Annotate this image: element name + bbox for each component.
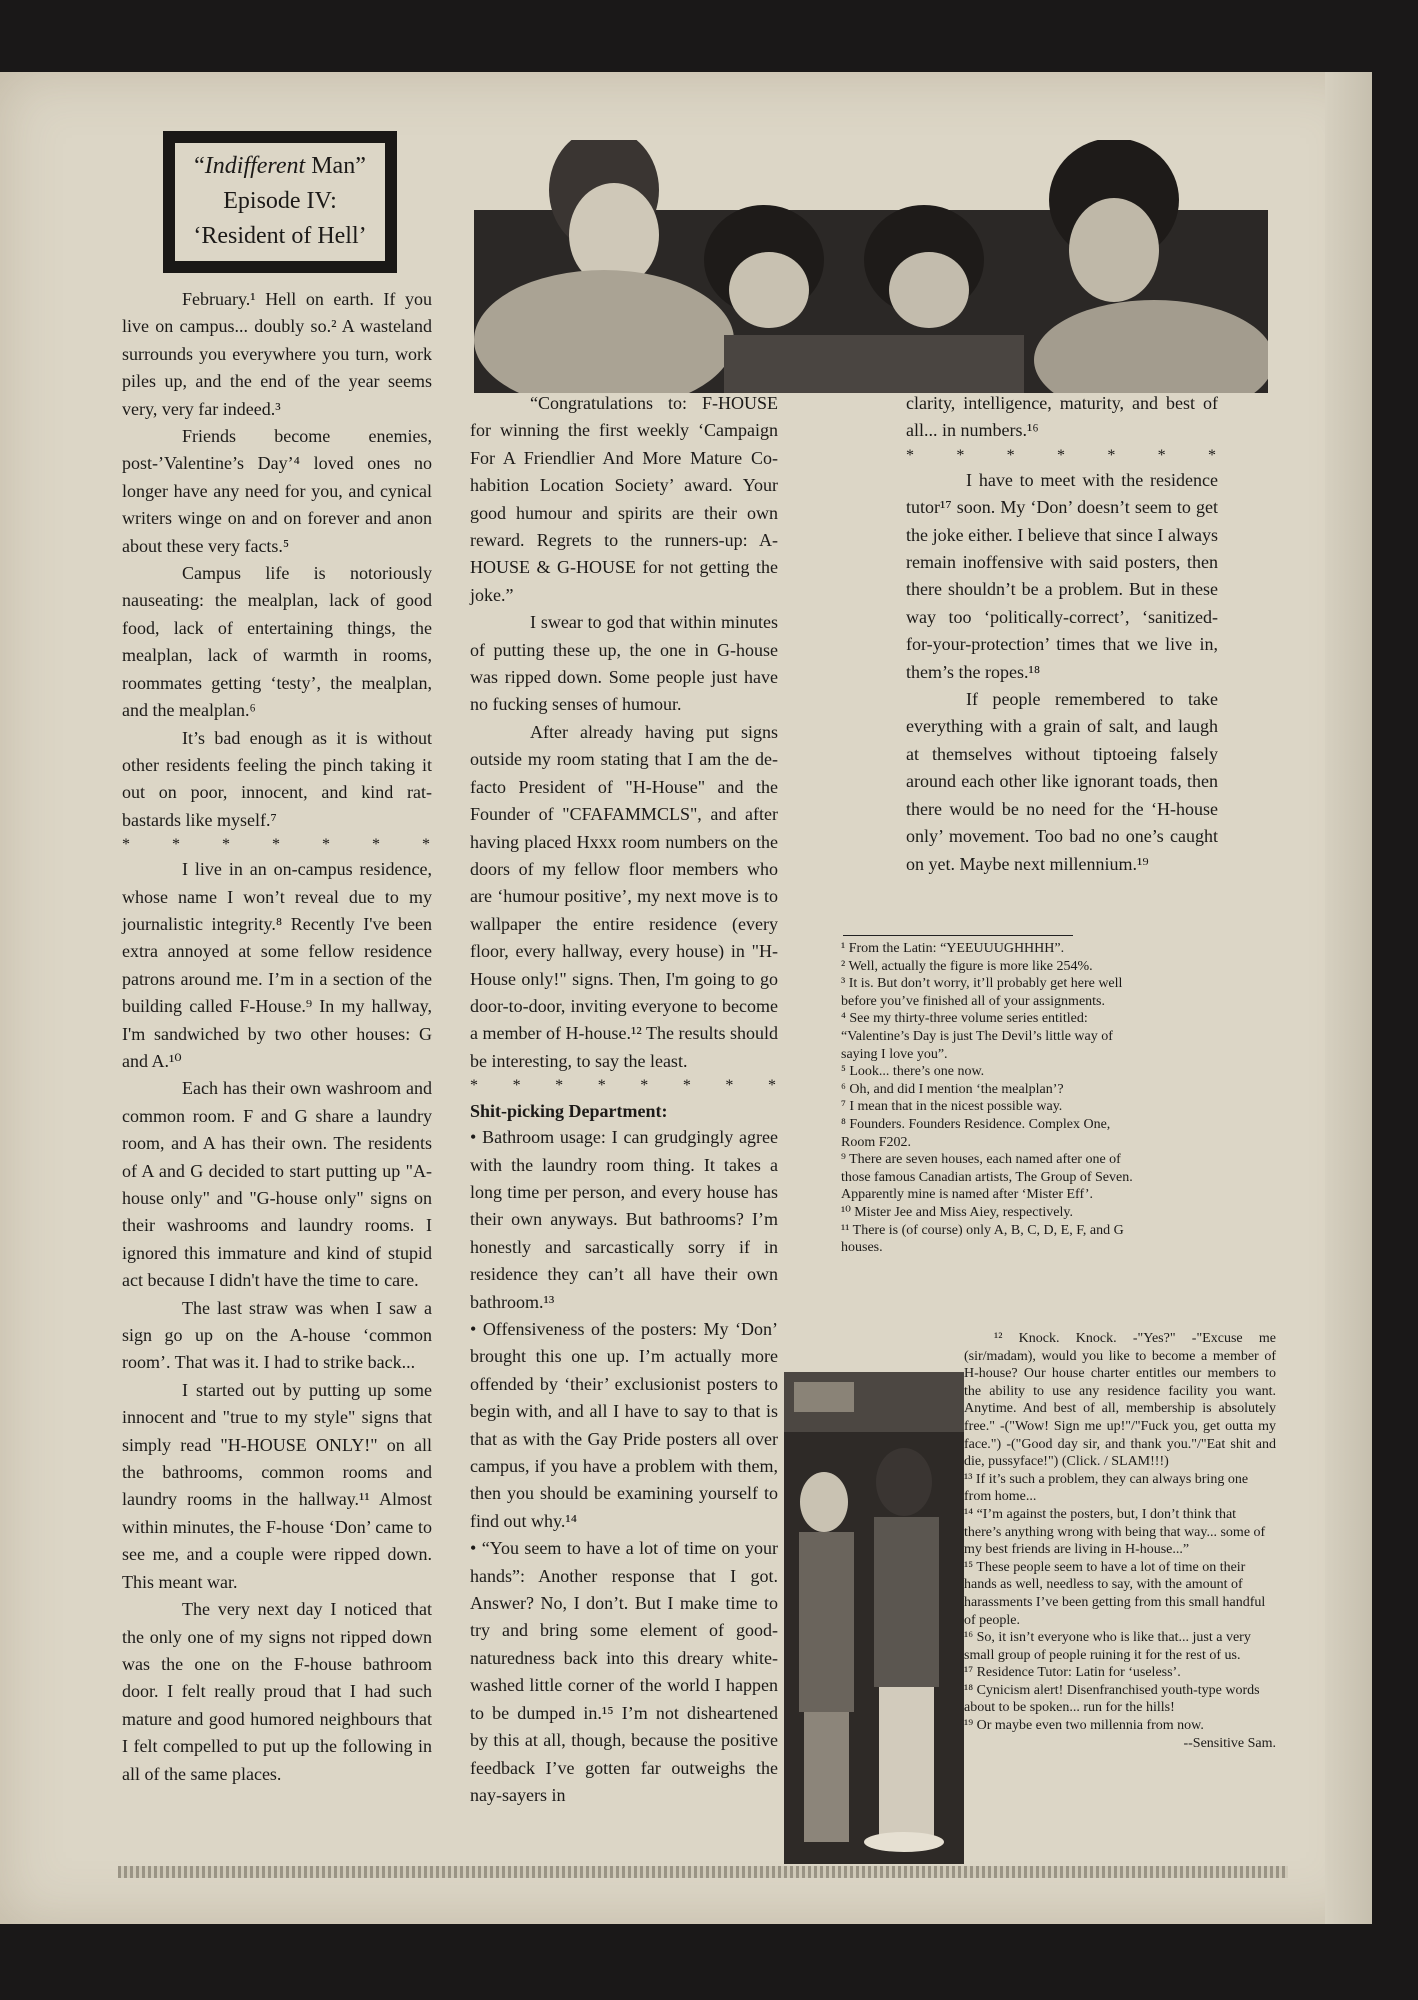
footnote: ⁶ Oh, and did I mention ‘the mealplan’? — [841, 1081, 1064, 1097]
page-gutter — [1325, 72, 1372, 1924]
group-photo — [474, 140, 1268, 393]
column-3 — [906, 390, 1218, 878]
col1-paragraph: The very next day I noticed that the only one of my signs not ripped down was the one on the F-house bathroom door. I felt really proud that I had such mature and good humored neighbours that I felt compelled to put up the following in all of the same places. — [122, 1599, 432, 1784]
section-heading: Shit-picking Department: — [470, 1101, 668, 1122]
footnote: ⁵ Look... there’s one now. — [841, 1064, 985, 1080]
footnote: ⁷ I mean that in the nicest possible way. — [841, 1099, 1063, 1115]
footnotes-block-2 — [964, 1330, 1276, 1752]
col1-paragraph: I started out by putting up some innocent and "true to my style" signs that simply read "H-HOUSE ONLY!" on all the bathrooms, common rooms and laundry rooms in the hallway.¹¹ Almost within minutes, the F-house ‘Don’ came to see me, and a couple were ripped down. This meant war. — [122, 1379, 432, 1592]
section-break: * * * * * * * — [122, 836, 432, 854]
footnote: ¹⁰ Mister Jee and Miss Aiey, respectively. — [841, 1204, 1073, 1220]
footnote: ¹⁵ These people seem to have a lot of time on their hands as well, needless to say, with the amount of harassments I’ve been getting from this small handful of people. — [964, 1559, 1266, 1628]
col3-paragraph: If people remembered to take everything with a grain of salt, and laugh at themselves without tiptoeing falsely around each other like ignorant toads, then there would be no need for the ‘H-house only’ movement. Too bad no one’s caught on yet. Maybe next millennium.¹⁹ — [906, 689, 1218, 874]
title-line-1: “Indifferent Man” — [194, 153, 366, 179]
col3-paragraph: clarity, intelligence, maturity, and best of all... in numbers.¹⁶ — [906, 393, 1218, 441]
col2-paragraph: I swear to god that within minutes of putting these up, the one in G-house was ripped down. Some people just have no fucking senses of humour. — [470, 612, 778, 715]
footnote: ¹⁸ Cynicism alert! Disenfranchised youth-type words about to be spoken... run for the hills! — [964, 1682, 1260, 1716]
bullet-item: • Bathroom usage: I can grudgingly agree with the laundry room thing. It takes a long time per person, and every house has their own anyways. But bathrooms? I’m honestly and sarcastically sorry if in residence they can’t all have their own bathroom.¹³ — [470, 1124, 778, 1316]
footnote: ¹ From the Latin: “YEEUUUGHHHH”. — [841, 941, 1065, 956]
col1-paragraph: Campus life is notoriously nauseating: the mealplan, lack of good food, lack of entertaining things, the mealplan, lack of warmth in rooms, roommates getting ‘testy’, the mealplan, and the mealplan.⁶ — [122, 563, 432, 721]
footnote: ¹¹ There is (of course) only A, B, C, D, E, F, and G houses. — [841, 1222, 1124, 1256]
footnote: ¹³ If it’s such a problem, they can always bring one from home... — [964, 1471, 1249, 1505]
title-line-3: ‘Resident of Hell’ — [193, 223, 367, 249]
col3-paragraph: I have to meet with the residence tutor¹⁷ soon. My ‘Don’ doesn’t seem to get the joke either. I believe that since I always remain inoffensive with said posters, then there shouldn’t be a problem. But in these way too ‘politically-correct’, ‘sanitized-for-your-protection’ times that we live in, them’s the ropes.¹⁸ — [906, 469, 1218, 682]
bottom-border-band — [118, 1866, 1288, 1878]
bullet-item: • Offensiveness of the posters: My ‘Don’ brought this one up. I’m actually more offended by ‘their’ exclusionist posters to begin with, and all I have to say to that is that as with the Gay Pride posters all over campus, if you have a problem with them, then you should be examining yourself to find out why.¹⁴ — [470, 1316, 778, 1535]
footnote: ⁴ See my thirty-three volume series entitled: “Valentine’s Day is just The Devil’s little way of saying I love you”. — [841, 1011, 1113, 1062]
footnote-rule — [843, 935, 1073, 936]
footnote: ² Well, actually the figure is more like 254%. — [841, 958, 1093, 974]
section-break: * * * * * * * — [906, 446, 1218, 464]
col1-paragraph: Each has their own washroom and common room. F and G share a laundry room, and A has their own. The residents of A and G decided to start putting up "A-house only" and "G-house only" signs on their washrooms and laundry rooms. I ignored this immature and kind of stupid act because I didn't have the time to care. — [122, 1078, 432, 1291]
title-line-2: Episode IV: — [223, 188, 337, 214]
author-signature: --Sensitive Sam. — [1183, 1735, 1276, 1751]
bullet-item: • “You seem to have a lot of time on your hands”: Another response that I got. Answer? No, I don’t. But I make time to try and bring some element of good-naturedness back into this dreary white-washed little corner of the world I happen to be dumped in.¹⁵ I’m not disheartened by this at all, though, because the positive feedback I’ve gotten far outweighs the nay-sayers in — [470, 1535, 778, 1809]
col1-paragraph: It’s bad enough as it is without other residents feeling the pinch taking it out on poor, innocent, and kind rat-bastards like myself.⁷ — [122, 727, 432, 830]
footnote: ¹⁹ Or maybe even two millennia from now. — [964, 1718, 1204, 1734]
col2-paragraph: After already having put signs outside my room stating that I am the de-facto President of "H-House" and the Founder of "CFAFAMMCLS", and after having placed Hxxx room numbers on the doors of my fellow floor members who are ‘humour positive’, my next move is to wallpaper the entire residence (every floor, every hallway, every house) in "H-House only!" signs. Then, I'm going to go door-to-door, inviting everyone to become a member of H-house.¹² The results should be interesting, to say the least. — [470, 721, 778, 1071]
column-2 — [470, 390, 778, 1809]
footnote: ⁸ Founders. Founders Residence. Complex One, Room F202. — [841, 1116, 1111, 1150]
col1-paragraph: February.¹ Hell on earth. If you live on campus... doubly so.² A wasteland surrounds you everywhere you turn, work piles up, and the end of the year seems very, very far indeed.³ — [122, 289, 432, 419]
footnote: ⁹ There are seven houses, each named after one of those famous Canadian artists, The Group of Seven. Apparently mine is named after ‘Mister Eff’. — [841, 1152, 1133, 1203]
column-1 — [122, 286, 432, 1788]
footnote: ³ It is. But don’t worry, it’ll probably get here well before you’ve finished all of your assignments. — [841, 976, 1123, 1009]
col1-paragraph: I live in an on-campus residence, whose name I won’t reveal due to my journalistic integrity.⁸ Recently I've been extra annoyed at some fellow residence patrons around me. I’m in a section of the building called F-House.⁹ In my hallway, I'm sandwiched by two other houses: G and A.¹⁰ — [122, 859, 432, 1071]
footnote: ¹⁶ So, it isn’t everyone who is like that... just a very small group of people ruining it for the rest of us. — [964, 1630, 1251, 1663]
col1-paragraph: The last straw was when I saw a sign go up on the A-house ‘common room’. That was it. I had to strike back... — [122, 1297, 432, 1373]
footnote: ¹⁷ Residence Tutor: Latin for ‘useless’. — [964, 1665, 1181, 1681]
footnotes-block-1 — [841, 940, 1141, 1257]
article-title-box — [163, 131, 397, 273]
col1-paragraph: Friends become enemies, post-’Valentine’s Day’⁴ loved ones no longer have any need for you, and cynical writers winge on and on forever and anon about these very facts.⁵ — [122, 426, 432, 556]
two-students-photo — [784, 1372, 964, 1864]
footnote: ¹⁴ “I’m against the posters, but, I don’t think that there’s anything wrong with being that way... some of my best friends are living in H-house...” — [964, 1506, 1266, 1558]
section-break: * * * * * * * * — [470, 1077, 778, 1095]
col2-paragraph: “Congratulations to: F-HOUSE for winning the first weekly ‘Campaign For A Friendlier And More Mature Co-habition Location Society’ award. Your good humour and spirits are their own reward. Regrets to the runners-up: A-HOUSE & G-HOUSE for not getting the joke.” — [470, 393, 778, 605]
footnote: ¹² Knock. Knock. -"Yes?" -"Excuse me (sir/madam), would you like to become a member of H-house? Our house charter entitles our members to the ability to use any residence facility you want. Anytime. And best of all, membership is absolutely free." -("Wow! Sign me up!"/"Fuck you, get outta my face.") -("Good day sir, and thank you."/"Eat shit and die, pussyface!") (Click. / SLAM!!!) — [964, 1331, 1276, 1470]
